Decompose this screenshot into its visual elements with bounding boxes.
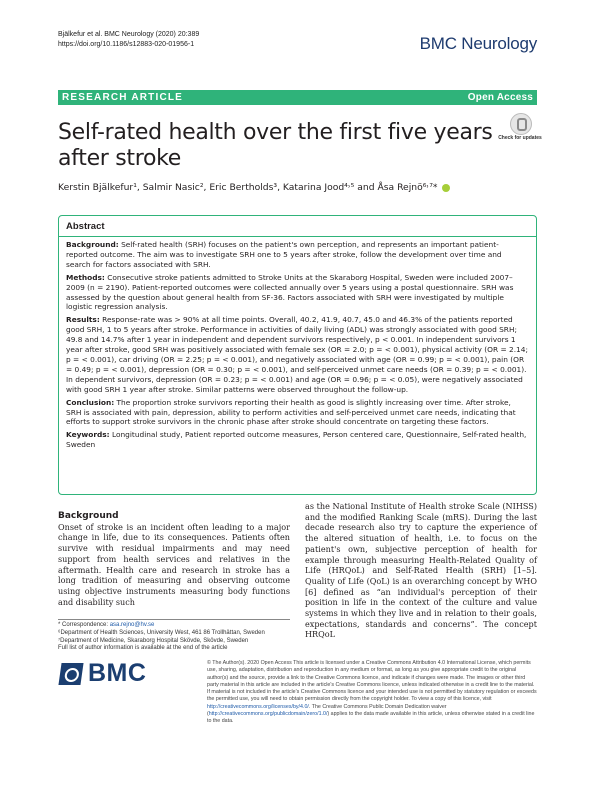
keywords-label: Keywords: xyxy=(66,430,110,440)
doi-link[interactable]: https://doi.org/10.1186/s12883-020-01956-1 xyxy=(58,41,195,48)
license-body-3: ) applies to the data made available in this article, unless otherwise stated in a credit line to the data. xyxy=(207,711,535,725)
affiliation-6: ⁶Department of Health Sciences, University West, 461 86 Trollhättan, Sweden xyxy=(58,629,265,636)
conclusion-text: The proportion stroke survivors reporting their health as good is slightly increasing over time. After stroke, SRH is associated with pain, depression, ability to perform activities and self-perceived unmet care needs, indicating that efforts to support stroke survivors in the chronic phase after stroke should concentrate on targeting these factors. xyxy=(66,397,516,427)
abstract-background xyxy=(66,240,528,270)
conclusion-label: Conclusion: xyxy=(66,397,115,407)
check-for-updates-button[interactable] xyxy=(498,113,542,155)
footnotes xyxy=(58,619,290,653)
bmc-logo-icon xyxy=(58,663,83,685)
body-column-right xyxy=(305,501,537,640)
citation-line: Bjälkefur et al. BMC Neurology (2020) 20:389 xyxy=(58,31,200,38)
correspondence-line xyxy=(58,622,290,630)
methods-text: Consecutive stroke patients admitted to Stroke Units at the Skaraborg Hospital, Sweden were included 2007–2009 (n = 2190). Patient-reported outcomes were collected annually over 5 years using a postal questionnaire. SRH was assessed by the question about general health from SF-36. Factors associated with SRH were investigated by multiple logistic regression analysis. xyxy=(66,272,514,312)
abstract-results xyxy=(66,315,528,394)
results-text: Response-rate was > 90% at all time points. Overall, 40.2, 41.9, 40.7, 45.0 and 46.3% of the patients reported good SRH, 1 to 5 years after stroke. Performance in activities of daily living (ADL) was strongly associated with good SRH; 49.8 and 14.7% after 1 year in independent and dependent survivors respectively, p < 0.001. In independent survivors 1 year after stroke, good SRH was positively associated with female sex (OR = 2.0; p = < 0.001), physical activity (OR = 2.14; p = < 0.001), car driving (OR = 2.25; p = < 0.001), and negatively associated with age (OR = 0.99; p = < 0.001), pain (OR = 0.49; p = < 0.001), depression (OR = 0.30; p = < 0.001), and self-perceived unmet care needs (OR = 0.39; p = < 0.001). In dependent survivors, depression (OR = 0.23; p = < 0.001) and age (OR = 0.96; p = < 0.05), were negatively associated with good SRH 1 year after stroke. Similar patterns were observed throughout the follow-up. xyxy=(66,315,528,394)
check-updates-icon xyxy=(510,113,532,135)
article-title: Self-rated health over the first five years after stroke xyxy=(58,120,493,171)
open-access-label: Open Access xyxy=(467,92,533,103)
article-type-band xyxy=(58,90,537,105)
bmc-logo xyxy=(60,661,170,687)
check-updates-label: Check for updates xyxy=(498,135,542,141)
authors-text: Kerstin Bjälkefur¹, Salmir Nasic², Eric Bertholds³, Katarina Jood⁴˒⁵ and Åsa Rejnö⁶˒⁷* xyxy=(58,182,438,193)
abstract-box xyxy=(58,215,537,495)
license-body: © The Author(s). 2020 Open Access This article is licensed under a Creative Commons Attribution 4.0 International License, which permits use, sharing, adaptation, distribution and reproduction in any medium or format, as long as you give appropriate credit to the original author(s) and the source, provide a link to the Creative Commons licence, and indicate if changes were made. The images or other third party material in this article are included in the article's Creative Commons licence, unless indicated otherwise in a credit line to the material. If material is not included in the article's Creative Commons licence and your intended use is not permitted by statutory regulation or exceeds the permitted use, you will need to obtain permission directly from the copyright holder. To view a copy of this licence, visit xyxy=(207,660,537,703)
background-text: Self-rated health (SRH) focuses on the patient's own perception, and represents an important patient-reported outcome. The aim was to investigate SRH one to 5 years after stroke, follow the development over time and search for factors associated with SRH. xyxy=(66,240,502,269)
public-domain-link[interactable]: http://creativecommons.org/publicdomain/zero/1.0/ xyxy=(208,711,328,718)
abstract-body xyxy=(66,240,528,453)
license-body-2: . The Creative Commons Public Domain Dedication waiver ( xyxy=(207,703,447,718)
body-text-left: Onset of stroke is an incident often leading to a major change in life, due to its consequences. Patients often survive with residual impairments and may need support from health services and relatives in the aftermath. Health care and research in stroke has a long tradition of measuring and observing outcome using objective instruments measuring body functions and disability such xyxy=(58,521,290,607)
article-type-label: RESEARCH ARTICLE xyxy=(62,92,184,103)
bmc-logo-text: BMC xyxy=(88,659,147,687)
section-heading-background: Background xyxy=(58,511,119,521)
methods-label: Methods: xyxy=(66,272,105,282)
abstract-heading: Abstract xyxy=(66,221,105,232)
affiliation-7: ⁷Department of Medicine, Skaraborg Hospital Skövde, Skövde, Sweden xyxy=(58,637,249,644)
results-label: Results: xyxy=(66,315,100,325)
abstract-methods xyxy=(66,273,528,313)
correspondence-email[interactable]: asa.rejno@hv.se xyxy=(109,622,155,628)
keywords-text: Longitudinal study, Patient reported outcome measures, Person centered care, Questionnaire, Self-rated health, Sweden xyxy=(66,430,527,450)
journal-name: BMC Neurology xyxy=(419,34,537,53)
full-author-info-note: Full list of author information is available at the end of the article xyxy=(58,645,228,652)
body-column-left xyxy=(58,511,290,607)
abstract-divider xyxy=(59,236,536,237)
abstract-keywords xyxy=(66,430,528,450)
citation-block xyxy=(58,30,199,50)
license-link[interactable]: http://creativecommons.org/licenses/by/4.0/ xyxy=(207,703,309,710)
orcid-icon[interactable] xyxy=(442,184,450,192)
body-text-right: as the National Institute of Health stroke Scale (NIHSS) and the modified Ranking Scale (mRS). During the last decade research also try to capture the experience of the altered situation of health, i.e. to focus on the patient's own, subjective perception of health for example through measuring Health-Related Quality of Life (HRQoL) and Self-Rated Health (SRH) [1–5]. Quality of Life (QoL) is an overarching concept by WHO [6] defined as “an individual's perception of their position in life in the context of the culture and value systems in which they live and in relation to their goals, expectations, standards and concerns”. The concept HRQoL xyxy=(305,501,537,640)
license-text xyxy=(207,660,537,726)
correspondence-label: * Correspondence: xyxy=(58,622,109,628)
background-label: Background: xyxy=(66,240,119,249)
author-list xyxy=(58,182,538,193)
abstract-conclusion xyxy=(66,398,528,428)
